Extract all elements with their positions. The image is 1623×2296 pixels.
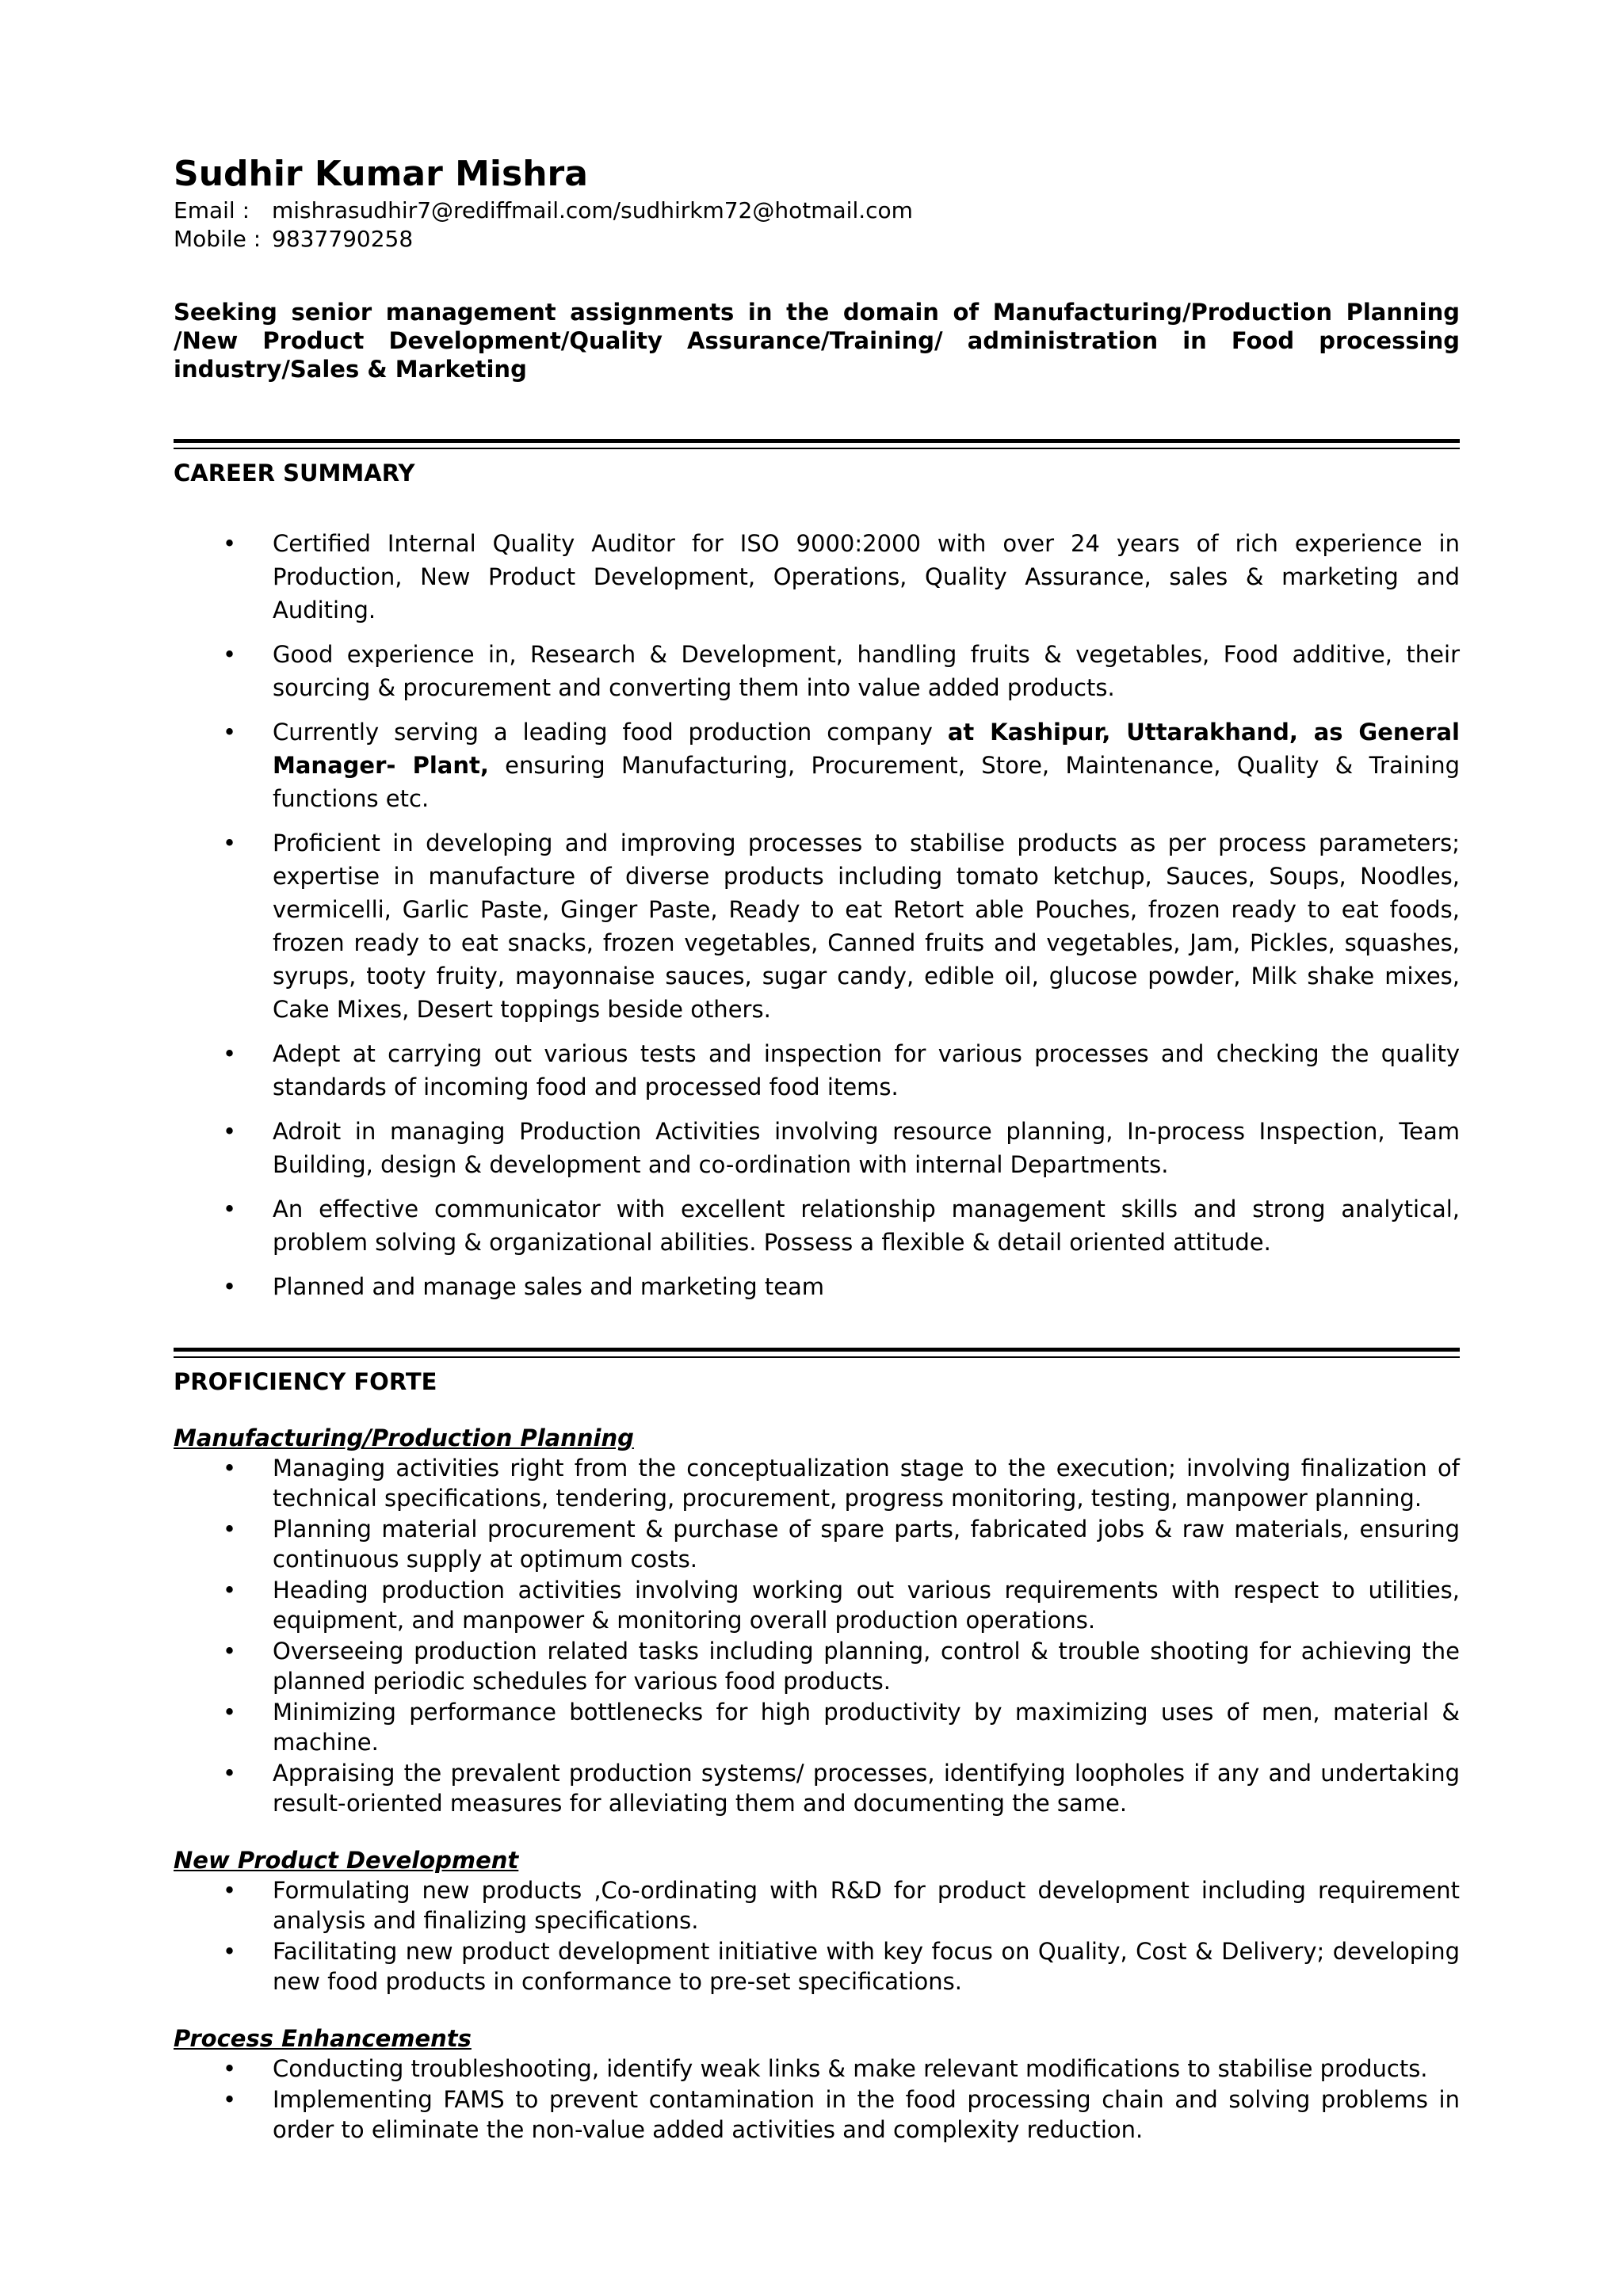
npd-subheading: New Product Development [174, 1847, 519, 1874]
career-summary-list [174, 527, 1460, 1303]
bullet-icon: • [223, 1877, 237, 1904]
section-divider [174, 1348, 1460, 1358]
contact-email [174, 196, 1460, 225]
list-item: • Proficient in developing and improving processes to stabilise products as per process parameters; expertise in manufacture of diverse products including tomato ketchup, Sauces, Soups, Noodles, vermicelli, Garlic Paste, Ginger Paste, Ready to eat Retort able Pouches, frozen ready to eat foods, frozen ready to eat snacks, frozen vegetables, Canned fruits and vegetables, Jam, Pickles, squashes, syrups, tooty fruity, mayonnaise sauces, sugar candy, edible oil, glucose powder, Milk shake mixes, Cake Mixes, Desert toppings beside others. [174, 826, 1460, 1026]
list-item: • Heading production activities involving working out various requirements with respect to utilities, equipment, and manpower & monitoring overall production operations. [223, 1577, 1460, 1634]
list-item: • Conducting troubleshooting, identify weak links & make relevant modifications to stabilise products. [223, 2055, 1428, 2082]
process-list [174, 2054, 1460, 2145]
list-item-current-role: • Currently serving a leading food production company at Kashipur, Uttarakhand, as General Manager- Plant, ensuring Manufacturing, Procurement, Store, Maintenance, Quality & Training functions etc. [174, 715, 1460, 815]
section-divider [174, 439, 1460, 449]
bullet-icon: • [223, 641, 237, 668]
list-item: • Certified Internal Quality Auditor for ISO 9000:2000 with over 24 years of rich experience in Production, New Product Development, Operations, Quality Assurance, sales & marketing and Auditing. [174, 527, 1460, 627]
list-item: • Planning material procurement & purchase of spare parts, fabricated jobs & raw materials, ensuring continuous supply at optimum costs. [223, 1516, 1460, 1573]
list-item: • Planned and manage sales and marketing team [174, 1270, 1460, 1303]
list-item: • Minimizing performance bottlenecks for high productivity by maximizing uses of men, material & machine. [223, 1699, 1460, 1756]
career-summary-title: CAREER SUMMARY [174, 460, 415, 486]
bullet-icon: • [223, 1577, 237, 1604]
manufacturing-subheading: Manufacturing/Production Planning [174, 1425, 634, 1451]
bullet-icon: • [223, 1638, 237, 1665]
current-role-highlight: at Kashipur, Uttarakhand, as General Manager- Plant, [273, 719, 1460, 779]
bullet-icon: • [223, 530, 237, 557]
bullet-icon: • [223, 1938, 237, 1965]
bullet-icon: • [223, 830, 237, 856]
list-item: • An effective communicator with excellent relationship management skills and strong analytical, problem solving & organizational abilities. Possess a flexible & detail oriented attitude. [174, 1192, 1460, 1259]
email-value: mishrasudhir7@rediffmail.com/sudhirkm72@hotmail.com [272, 197, 913, 223]
bullet-icon: • [223, 1760, 237, 1787]
bullet-icon: • [223, 2086, 237, 2113]
career-objective: Seeking senior management assignments in the domain of Manufacturing/Production Planning /New Product Development/Quality Assurance/Training/ administration in Food processing industry/Sales & Marketing [174, 299, 1460, 383]
email-label: Email : [174, 197, 257, 223]
list-item: • Facilitating new product development initiative with key focus on Quality, Cost & Delivery; developing new food products in conformance to pre-set specifications. [223, 1938, 1460, 1995]
bullet-icon: • [223, 1273, 237, 1300]
list-item: • Appraising the prevalent production systems/ processes, identifying loopholes if any and undertaking result-oriented measures for alleviating them and documenting the same. [223, 1760, 1460, 1817]
bullet-icon: • [223, 1196, 237, 1222]
proficiency-title: PROFICIENCY FORTE [174, 1368, 437, 1395]
list-item: • Implementing FAMS to prevent contamination in the food processing chain and solving problems in order to eliminate the non-value added activities and complexity reduction. [223, 2086, 1460, 2143]
candidate-name: Sudhir Kumar Mishra [174, 154, 588, 194]
bullet-icon: • [223, 1455, 237, 1482]
list-item: • Good experience in, Research & Development, handling fruits & vegetables, Food additive, their sourcing & procurement and converting them into value added products. [174, 638, 1460, 704]
process-subheading: Process Enhancements [174, 2025, 472, 2052]
bullet-icon: • [223, 1516, 237, 1543]
mobile-label: Mobile : [174, 226, 269, 252]
mobile-value: 9837790258 [272, 226, 414, 252]
manufacturing-list [174, 1453, 1460, 1818]
resume-page [174, 152, 1460, 2145]
bullet-icon: • [223, 719, 237, 746]
list-item: • Formulating new products ,Co-ordinating with R&D for product development including requirement analysis and finalizing specifications. [223, 1877, 1460, 1934]
contact-mobile [174, 225, 1460, 254]
list-item: • Adept at carrying out various tests and inspection for various processes and checking the quality standards of incoming food and processed food items. [174, 1037, 1460, 1104]
bullet-icon: • [223, 1118, 237, 1145]
list-item: • Overseeing production related tasks including planning, control & trouble shooting for achieving the planned periodic schedules for various food products. [223, 1638, 1460, 1695]
list-item: • Adroit in managing Production Activities involving resource planning, In-process Inspection, Team Building, design & development and co-ordination with internal Departments. [174, 1115, 1460, 1181]
bullet-icon: • [223, 1699, 237, 1726]
npd-list [174, 1875, 1460, 1997]
bullet-icon: • [223, 2055, 237, 2082]
bullet-icon: • [223, 1040, 237, 1067]
list-item: • Managing activities right from the conceptualization stage to the execution; involving finalization of technical specifications, tendering, procurement, progress monitoring, testing, manpower planning. [223, 1455, 1460, 1512]
